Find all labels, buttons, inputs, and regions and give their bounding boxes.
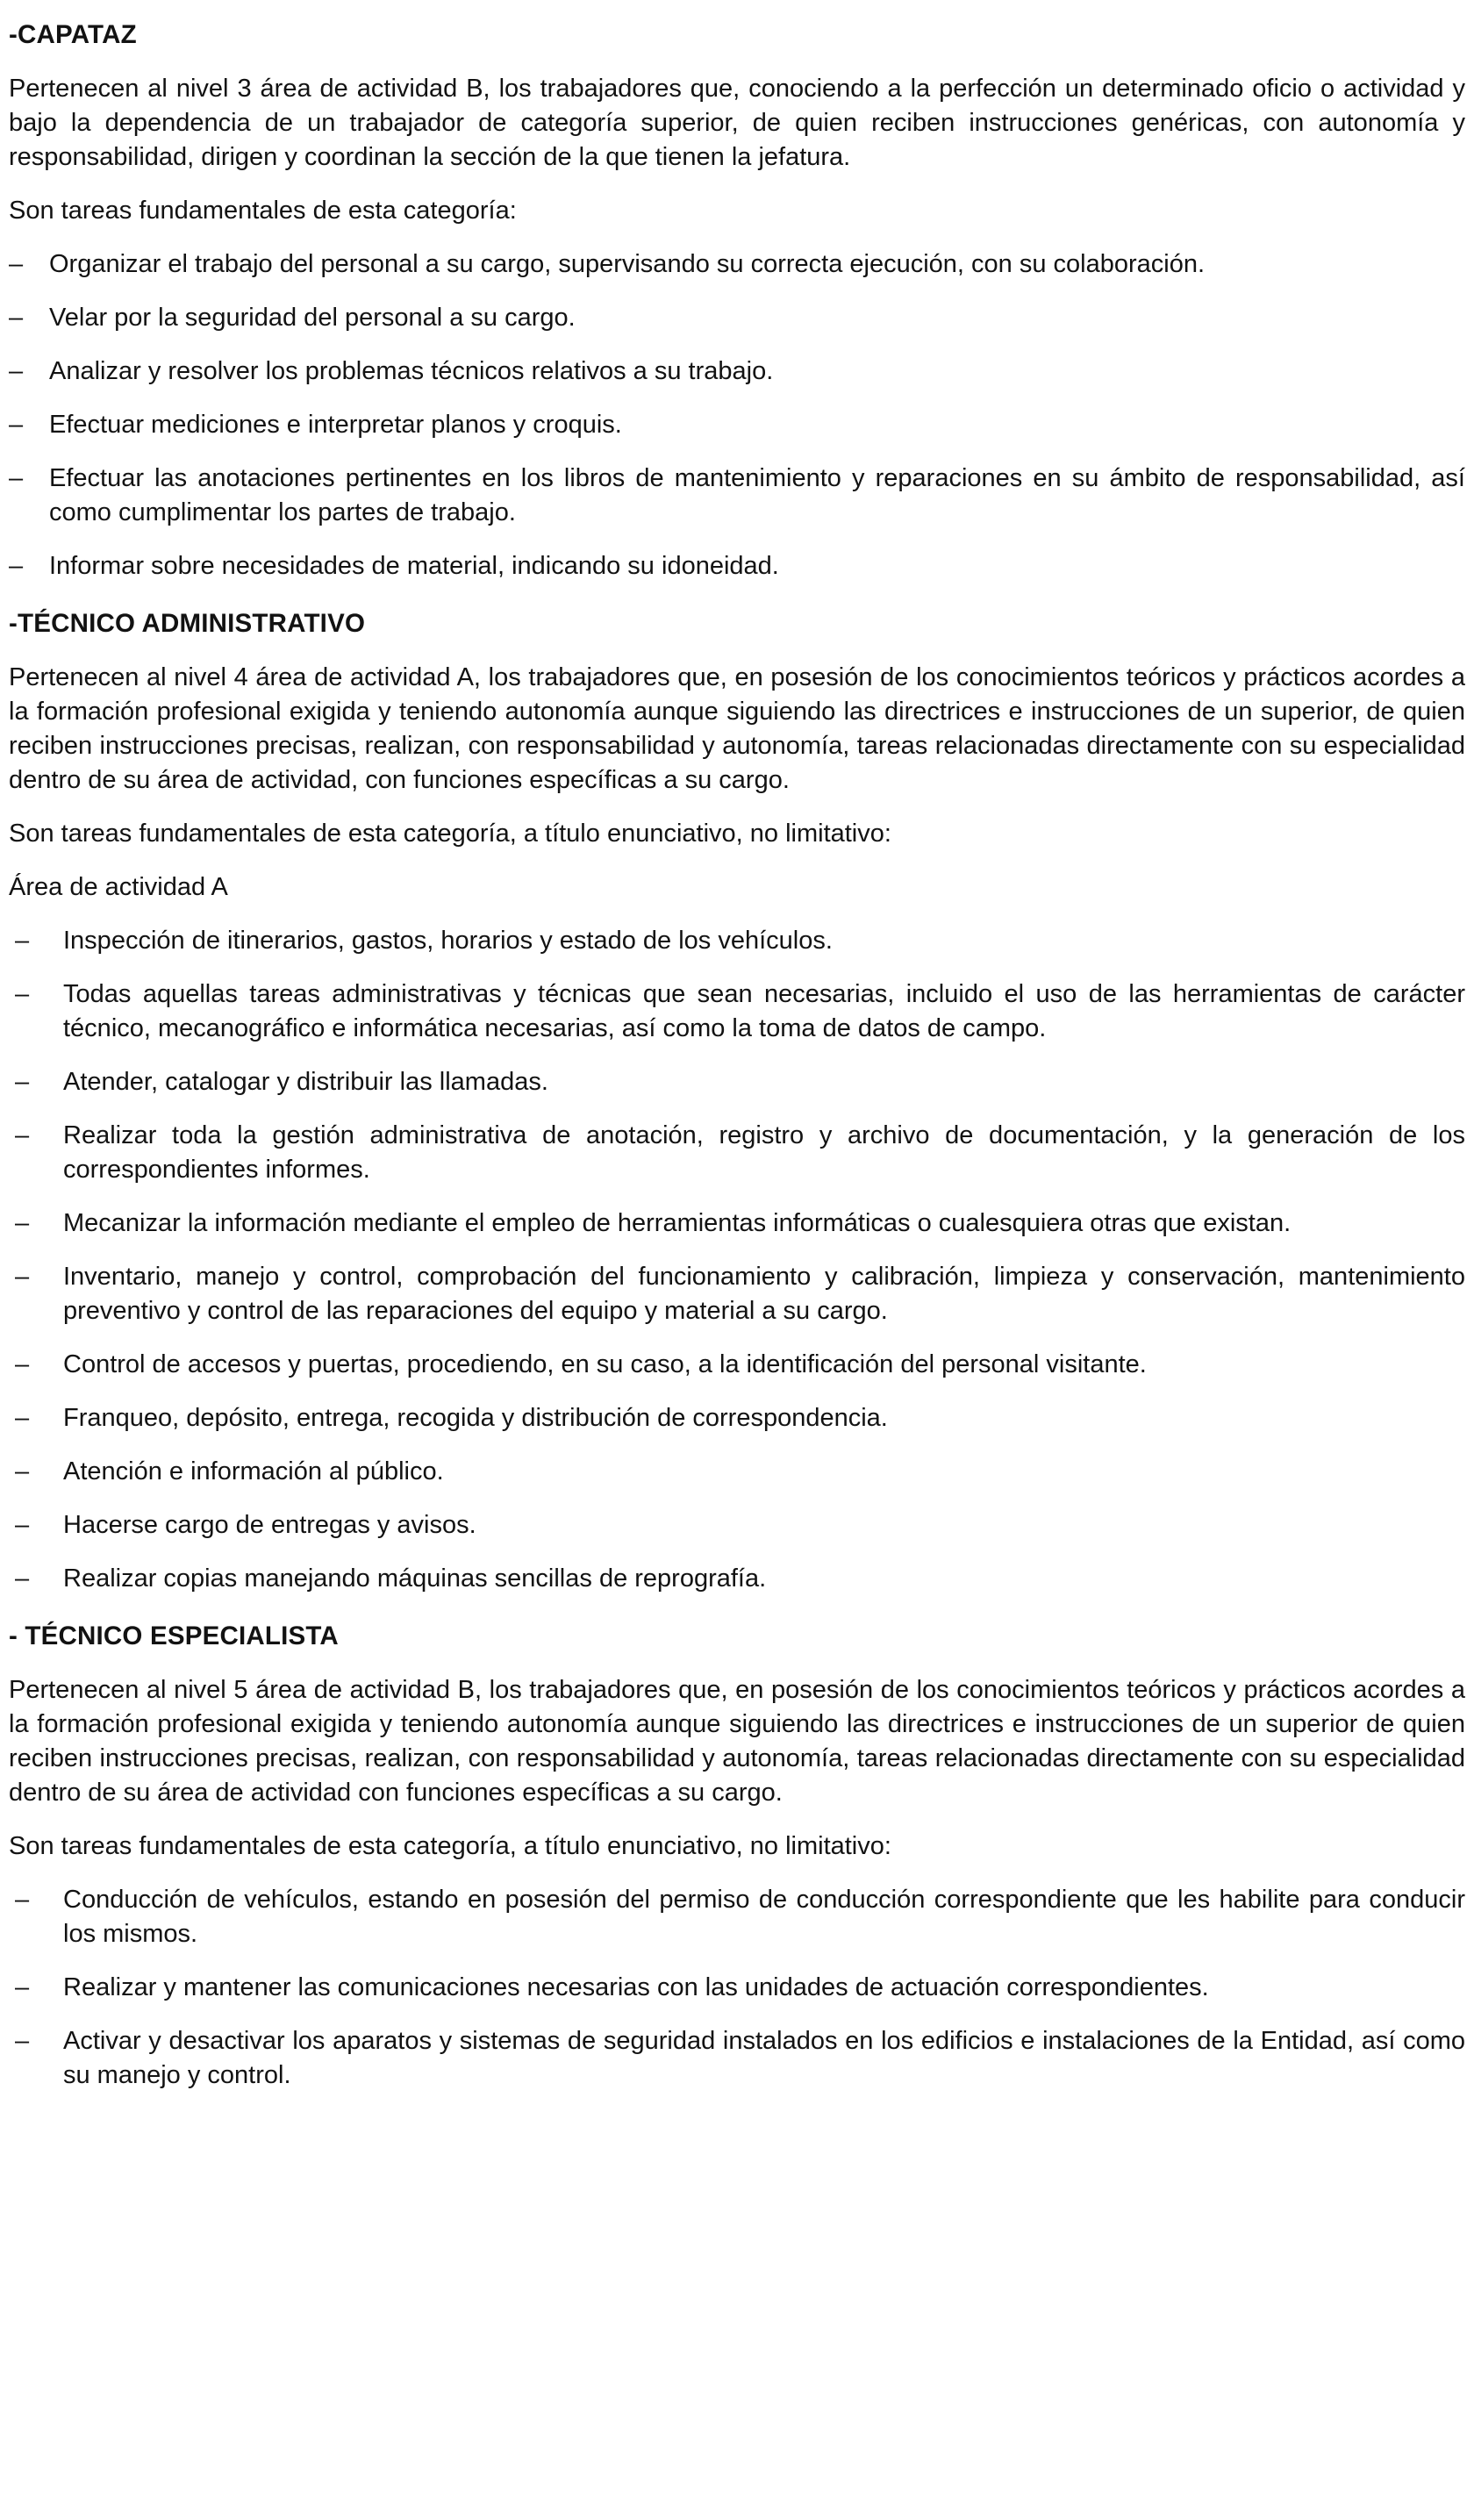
bullet-text: Informar sobre necesidades de material, indicando su idoneidad.: [49, 552, 779, 580]
bullet-dash: –: [15, 1511, 30, 1539]
bullet-item: [9, 549, 1465, 583]
bullet-dash: –: [9, 304, 24, 332]
bullet-item: [9, 1260, 1465, 1328]
bullet-item: [9, 1348, 1465, 1382]
bullet-dash: –: [15, 1457, 30, 1486]
bullet-dash: –: [9, 552, 24, 580]
bullet-item: [9, 354, 1465, 389]
bullet-dash: –: [15, 2027, 30, 2055]
bullet-text: Activar y desactivar los aparatos y sistemas de seguridad instalados en los edificios e instalaciones de la Entidad, así como su manejo y control.: [63, 2027, 1465, 2089]
bullet-item: [9, 1508, 1465, 1543]
bullet-item: [9, 1883, 1465, 1951]
bullet-item: [9, 1119, 1465, 1187]
bullet-dash: –: [9, 357, 24, 385]
bullet-dash: –: [15, 1564, 30, 1593]
bullet-text: Analizar y resolver los problemas técnicos relativos a su trabajo.: [49, 357, 774, 385]
bullet-dash: –: [9, 250, 24, 278]
bullet-text: Franqueo, depósito, entrega, recogida y distribución de correspondencia.: [63, 1404, 888, 1432]
bullet-text: Inspección de itinerarios, gastos, horarios y estado de los vehículos.: [63, 927, 833, 955]
paragraph: Son tareas fundamentales de esta categoría, a título enunciativo, no limitativo:: [9, 1832, 891, 1860]
bullet-text: Realizar y mantener las comunicaciones necesarias con las unidades de actuación correspondientes.: [63, 1973, 1209, 2001]
bullet-item: [9, 1206, 1465, 1241]
bullet-dash: –: [15, 1350, 30, 1378]
bullet-dash: –: [15, 1209, 30, 1237]
paragraph: Pertenecen al nivel 3 área de actividad B, los trabajadores que, conociendo a la perfección un determinado oficio o actividad y bajo la dependencia de un trabajador de categoría superior, de quien reciben instrucciones genéricas, con autonomía y responsabilidad, dirigen y coordinan la sección de la que tienen la jefatura.: [9, 75, 1465, 171]
bullet-text: Realizar toda la gestión administrativa de anotación, registro y archivo de documentación, y la generación de los correspondientes informes.: [63, 1121, 1465, 1184]
bullet-text: Inventario, manejo y control, comprobación del funcionamiento y calibración, limpieza y conservación, mantenimiento preventivo y control de las reparaciones del equipo y material a su cargo.: [63, 1263, 1465, 1325]
paragraph: Son tareas fundamentales de esta categoría, a título enunciativo, no limitativo:: [9, 820, 891, 848]
bullet-dash: –: [15, 1404, 30, 1432]
bullet-dash: –: [15, 980, 30, 1008]
bullet-dash: –: [9, 411, 24, 439]
bullet-item: [9, 1562, 1465, 1596]
bullet-text: Efectuar las anotaciones pertinentes en los libros de mantenimiento y reparaciones en su ámbito de responsabilidad, así como cumplimentar los partes de trabajo.: [49, 464, 1465, 526]
paragraph: Pertenecen al nivel 5 área de actividad B, los trabajadores que, en posesión de los conocimientos teóricos y prácticos acordes a la formación profesional exigida y teniendo autonomía aunque siguiendo las directrices e instrucciones de un superior de quien reciben instrucciones precisas, realizan, con responsabilidad y autonomía, tareas relacionadas directamente con su especialidad dentro de su área de actividad con funciones específicas a su cargo.: [9, 1676, 1465, 1807]
bullet-text: Realizar copias manejando máquinas sencillas de reprografía.: [63, 1564, 767, 1593]
bullet-item: [9, 462, 1465, 530]
bullet-item: [9, 1971, 1465, 2005]
paragraph: Pertenecen al nivel 4 área de actividad A, los trabajadores que, en posesión de los conocimientos teóricos y prácticos acordes a la formación profesional exigida y teniendo autonomía aunque siguiendo las directrices e instrucciones de un superior, de quien reciben instrucciones precisas, realizan, con responsabilidad y autonomía, tareas relacionadas directamente con su especialidad dentro de su área de actividad, con funciones específicas a su cargo.: [9, 663, 1465, 794]
bullet-text: Atención e información al público.: [63, 1457, 444, 1486]
bullet-dash: –: [15, 1886, 30, 1914]
bullet-text: Organizar el trabajo del personal a su cargo, supervisando su correcta ejecución, con su colaboración.: [49, 250, 1206, 278]
bullet-item: [9, 2024, 1465, 2093]
bullet-text: Conducción de vehículos, estando en posesión del permiso de conducción correspondiente que les habilite para conducir los mismos.: [63, 1886, 1465, 1948]
bullet-dash: –: [15, 1973, 30, 2001]
bullet-dash: –: [15, 927, 30, 955]
paragraph: Área de actividad A: [9, 873, 228, 901]
bullet-dash: –: [9, 464, 24, 492]
bullet-item: [9, 1455, 1465, 1489]
bullet-item: [9, 408, 1465, 442]
bullet-item: [9, 1401, 1465, 1435]
bullet-text: Control de accesos y puertas, procediendo, en su caso, a la identificación del personal visitante.: [63, 1350, 1147, 1378]
bullet-text: Velar por la seguridad del personal a su cargo.: [49, 304, 576, 332]
section-heading: - TÉCNICO ESPECIALISTA: [9, 1622, 339, 1650]
bullet-item: [9, 1065, 1465, 1099]
bullet-dash: –: [15, 1121, 30, 1149]
bullet-item: [9, 301, 1465, 335]
paragraph: Son tareas fundamentales de esta categoría:: [9, 197, 517, 225]
bullet-text: Atender, catalogar y distribuir las llamadas.: [63, 1068, 548, 1096]
bullet-dash: –: [15, 1263, 30, 1291]
bullet-text: Hacerse cargo de entregas y avisos.: [63, 1511, 476, 1539]
section-heading: -TÉCNICO ADMINISTRATIVO: [9, 609, 366, 638]
bullet-item: [9, 247, 1465, 282]
bullet-dash: –: [15, 1068, 30, 1096]
bullet-text: Mecanizar la información mediante el empleo de herramientas informáticas o cualesquiera otras que existan.: [63, 1209, 1292, 1237]
bullet-text: Todas aquellas tareas administrativas y técnicas que sean necesarias, incluido el uso de las herramientas de carácter técnico, mecanográfico e informática necesarias, así como la toma de datos de campo.: [63, 980, 1465, 1042]
section-heading: -CAPATAZ: [9, 20, 137, 49]
bullet-item: [9, 977, 1465, 1046]
bullet-text: Efectuar mediciones e interpretar planos y croquis.: [49, 411, 622, 439]
bullet-item: [9, 924, 1465, 958]
